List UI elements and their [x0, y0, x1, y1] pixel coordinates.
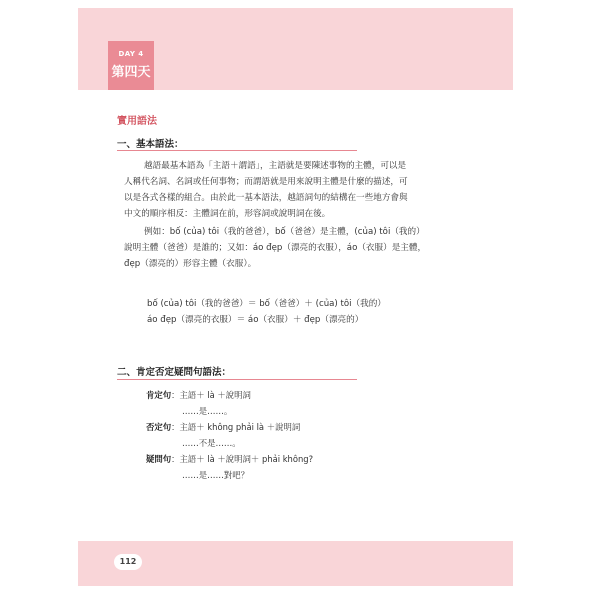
- sentence-patterns-heading: 二、肯定否定疑問句語法：: [117, 367, 232, 378]
- paragraph-line: 中文的順序相反：主體詞在前，形容詞或說明詞在後。: [124, 209, 331, 219]
- sentence-patterns-block: [146, 387, 313, 483]
- paragraph-line: 人稱代名詞、名詞或任何事物；而謂語就是用來說明主體是什麼的描述，可: [124, 177, 408, 187]
- heading-rule: [117, 150, 357, 151]
- day-name: 第四天: [111, 65, 151, 80]
- formula-line: áo đẹp（漂亮的衣服）＝ áo（衣服）＋ đẹp（漂亮的）: [147, 315, 364, 325]
- example-paragraph: [124, 224, 484, 272]
- negative-label: 否定句: [146, 422, 172, 432]
- basic-grammar-heading: 一、基本語法：: [117, 139, 184, 150]
- paragraph-line: đẹp（漂亮的）形容主體（衣服）。: [124, 259, 257, 269]
- basic-grammar-paragraph: [124, 158, 484, 222]
- affirmative-pattern: [146, 387, 313, 403]
- affirmative-label: 肯定句: [146, 390, 172, 400]
- page-number: 112: [114, 554, 142, 570]
- section-title: 實用語法: [117, 116, 157, 127]
- question-pattern: [146, 451, 313, 467]
- affirmative-rule: ：主語＋ là ＋說明詞: [171, 390, 251, 400]
- negative-pattern: [146, 419, 313, 435]
- formula-block: [147, 296, 386, 328]
- paragraph-line: 越語最基本語為「主語＋謂語」，主語就是要陳述事物的主體，可以是: [144, 161, 407, 171]
- formula-line: bố (của) tôi（我的爸爸）＝ bố（爸爸）＋ (của) tôi（我的）: [147, 299, 386, 309]
- affirmative-example: ……是……。: [182, 406, 233, 416]
- footer-band: [78, 541, 513, 586]
- negative-rule: ：主語＋ không phải là ＋說明詞: [171, 422, 301, 432]
- paragraph-line: 以是各式各樣的組合。由於此一基本語法，越語詞句的結構在一些地方會與: [124, 193, 408, 203]
- paragraph-line: 例如：bố (của) tôi（我的爸爸），bố（爸爸）是主體，(của) tôi（我的）: [144, 227, 425, 237]
- day-tab: [108, 41, 154, 90]
- question-label: 疑問句: [146, 454, 172, 464]
- day-number: DAY 4: [118, 50, 144, 58]
- header-band: [78, 8, 513, 90]
- heading-rule: [117, 379, 357, 380]
- paragraph-line: 說明主體（爸爸）是誰的；又如：áo đẹp（漂亮的衣服），áo（衣服）是主體，: [124, 243, 427, 253]
- negative-example: ……不是……。: [182, 438, 241, 448]
- question-rule: ：主語＋ là ＋說明詞＋ phải không?: [171, 454, 314, 464]
- question-example: ……是……對吧？: [182, 470, 249, 480]
- book-page: [78, 8, 513, 586]
